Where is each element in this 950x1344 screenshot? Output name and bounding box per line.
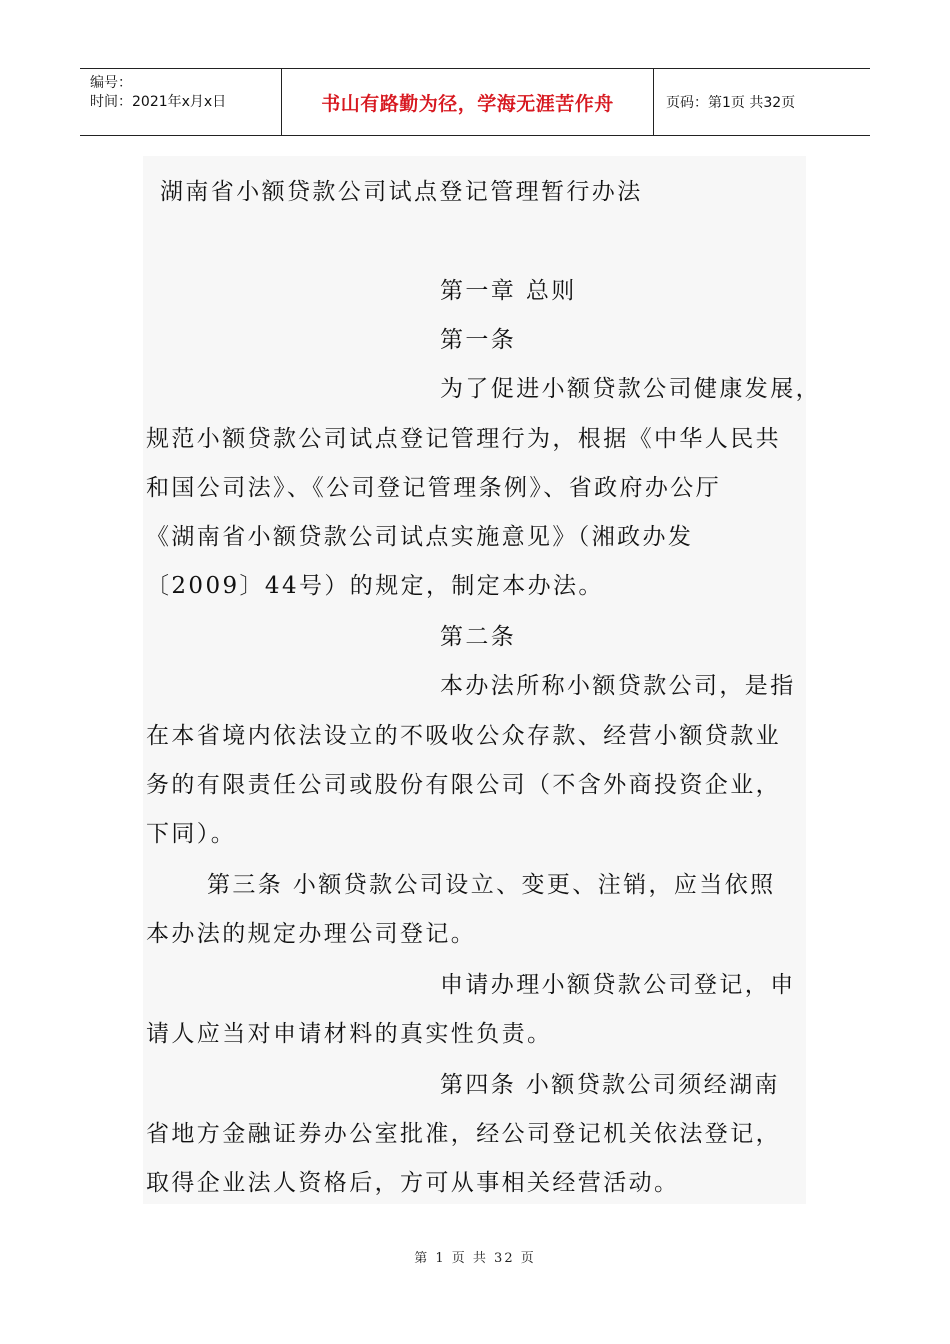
motto-text: 书山有路勤为径，学海无涯苦作舟 (321, 92, 614, 115)
article-3-text: 申请办理小额贷款公司登记，申 (440, 972, 796, 998)
article-2-text: 本办法所称小额贷款公司，是指 (440, 673, 796, 699)
article-1-text: 规范小额贷款公司试点登记管理行为，根据《中华人民共 (146, 426, 781, 452)
article-2-text: 在本省境内依法设立的不吸收公众存款、经营小额贷款业 (146, 723, 781, 749)
header-page-info (654, 69, 870, 135)
page-header (80, 68, 870, 136)
article-2-text: 下同）。 (146, 821, 237, 847)
article-3-text: 本办法的规定办理公司登记。 (146, 921, 477, 947)
article-1-text: 《湖南省小额贷款公司试点实施意见》（湘政办发 (146, 524, 694, 550)
header-meta (80, 69, 282, 135)
page-footer: 第 1 页 共 32 页 (414, 1251, 536, 1266)
article-4-text: 取得企业法人资格后，方可从事相关经营活动。 (146, 1170, 680, 1196)
article-3-text: 第三条 小额贷款公司设立、变更、注销，应当依照 (207, 872, 776, 898)
page-info-text: 页码：第1页 共32页 (666, 95, 796, 111)
article-2-text: 务的有限责任公司或股份有限公司（不含外商投资企业， (146, 772, 781, 798)
chapter-heading: 第一章 总则 (440, 278, 577, 304)
article-1-heading: 第一条 (440, 327, 517, 353)
number-label: 编号： (90, 75, 132, 91)
article-1-text: 为了促进小额贷款公司健康发展， (440, 376, 821, 402)
document-title: 湖南省小额贷款公司试点登记管理暂行办法 (160, 179, 643, 205)
article-1-text: 〔2009〕44号）的规定，制定本办法。 (146, 573, 604, 599)
document-body (143, 156, 821, 1204)
article-4-text: 省地方金融证券办公室批准，经公司登记机关依法登记， (146, 1121, 781, 1147)
article-1-text: 和国公司法》、《公司登记管理条例》、省政府办公厅 (146, 475, 722, 501)
article-2-heading: 第二条 (440, 624, 517, 650)
header-motto-cell (282, 69, 654, 135)
article-4-text: 第四条 小额贷款公司须经湖南 (440, 1072, 780, 1098)
article-3-text: 请人应当对申请材料的真实性负责。 (146, 1021, 553, 1047)
time-label: 时间：2021年x月x日 (90, 94, 227, 110)
